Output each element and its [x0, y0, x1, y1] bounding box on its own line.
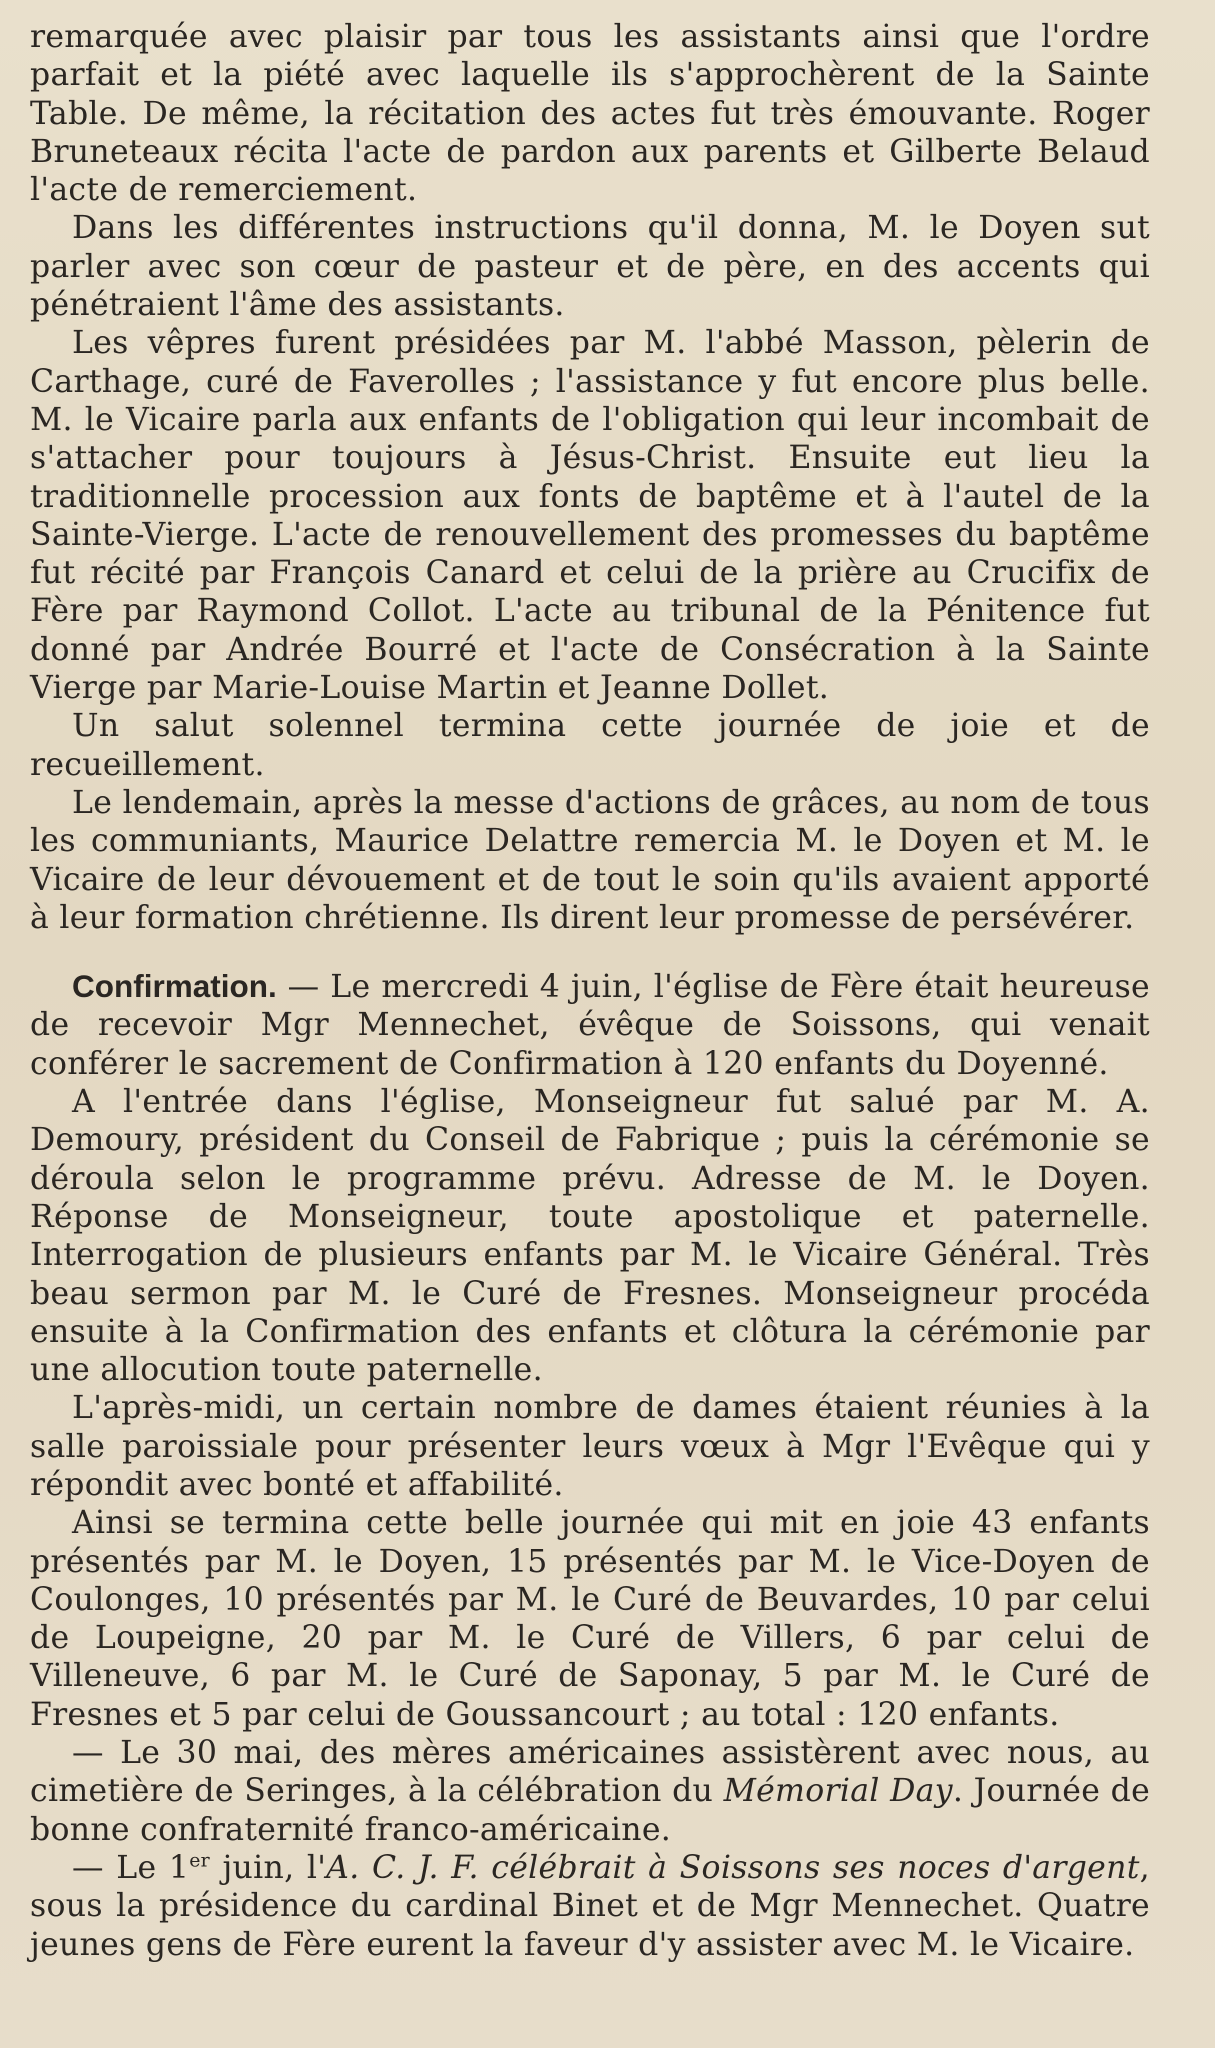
paragraph-afternoon: L'après-midi, un certain nombre de dames étaient réunies à la salle paroissiale pour présenter leurs vœux à Mgr l'Evêque qui y répondit avec bonté et affabilité. [30, 1390, 1150, 1503]
paragraph-lendemain: Le lendemain, après la messe d'actions de grâces, au nom de tous les communiants, Maurice Delattre remercia M. le Doyen et M. le Vicaire de leur dévouement et de tout le soin qu'ils avaient apporté à leur formation chrétienne. Ils dirent leur promesse de persévérer. [30, 784, 1150, 936]
acjf-text-a: — Le 1 [72, 1849, 190, 1886]
paragraph-vespers: Les vêpres furent présidées par M. l'abbé Masson, pèlerin de Carthage, curé de Faverolles ; l'assistance y fut encore plus belle. M. le Vicaire parla aux enfants de l'obligation qui leur incombait de s'attacher pour toujours à Jésus-Christ. Ensuite eut lieu la traditionnelle procession aux fonts de baptême et à l'autel de la Sainte-Vierge. L'acte de renouvellement des promesses du baptême fut récité par François Canard et celui de la prière au Crucifix de Fère par Raymond Collot. L'acte au tribunal de la Pénitence fut donné par Andrée Bourré et l'acte de Consécration à la Sainte Vierge par Marie-Louise Martin et Jeanne Dollet. [30, 325, 1150, 707]
paragraph-instructions: Dans les différentes instructions qu'il donna, M. le Doyen sut parler avec son cœur de pasteur et de père, en des accents qui pénétraient l'âme des assistants. [30, 210, 1150, 324]
ordinal-superscript: er [189, 1849, 211, 1872]
paragraph-memorial-day [30, 1734, 1150, 1849]
confirmation-intro-text: — Le mercredi 4 juin, l'église de Fère était heureuse de recevoir Mgr Mennechet, évêque de Soissons, qui venait conférer le sacrement de Confirmation à 120 enfants du Doyenné. [30, 969, 1150, 1082]
paragraph-communion-acts: remarquée avec plaisir par tous les assistants ainsi que l'ordre parfait et la piété avec laquelle ils s'approchèrent de la Sainte Table. De même, la récitation des actes fut très émouvante. Roger Bruneteaux récita l'acte de pardon aux parents et Gilberte Belaud l'acte de remerciement. [30, 19, 1150, 209]
paragraph-acjf [30, 1849, 1150, 1964]
acjf-italic: A. C. J. F. célébrait à Soissons ses noces d'argent [326, 1849, 1140, 1886]
paragraph-salut: Un salut solennel termina cette journée de joie et de recueillement. [30, 708, 1150, 783]
section-divider [30, 937, 1150, 967]
paragraph-ceremony: A l'entrée dans l'église, Monseigneur fut salué par M. A. Demoury, président du Conseil de Fabrique ; puis la cérémonie se déroula selon le programme prévu. Adresse de M. le Doyen. Réponse de Monseigneur, toute apostolique et paternelle. Interrogation de plusieurs enfants par M. le Vicaire Général. Très beau sermon par M. le Curé de Fresnes. Monseigneur procéda ensuite à la Confirmation des enfants et clôtura la cérémonie par une allocution toute paternelle. [30, 1084, 1150, 1389]
paragraph-confirmation-intro [30, 967, 1150, 1083]
acjf-text-b: juin, l' [210, 1849, 327, 1886]
paragraph-totals: Ainsi se termina cette belle journée qui mit en joie 43 enfants présentés par M. le Doyen, 15 présentés par M. le Vice-Doyen de Coulonges, 10 présentés par M. le Curé de Beuvardes, 10 par celui de Loupeigne, 20 par M. le Curé de Villers, 6 par celui de Villeneuve, 6 par M. le Curé de Saponay, 5 par M. le Curé de Fresnes et 5 par celui de Goussancourt ; au total : 120 enfants. [30, 1505, 1150, 1733]
document-page [30, 18, 1150, 1964]
section-title-confirmation: Confirmation. [72, 968, 277, 1005]
memorial-day-italic: Mémorial Day [723, 1773, 953, 1810]
memorial-text-b: . Journée de bonne confraternité franco-américaine. [30, 1773, 1151, 1848]
acjf-text-c: , sous la présidence du cardinal Binet et de Mgr Mennechet. Quatre jeunes gens de Fère eurent la faveur d'y assister avec M. le Vicaire. [30, 1849, 1150, 1963]
memorial-text-a: — Le 30 mai, des mères américaines assistèrent avec nous, au cimetière de Seringes, à la célébration du [30, 1735, 1150, 1810]
